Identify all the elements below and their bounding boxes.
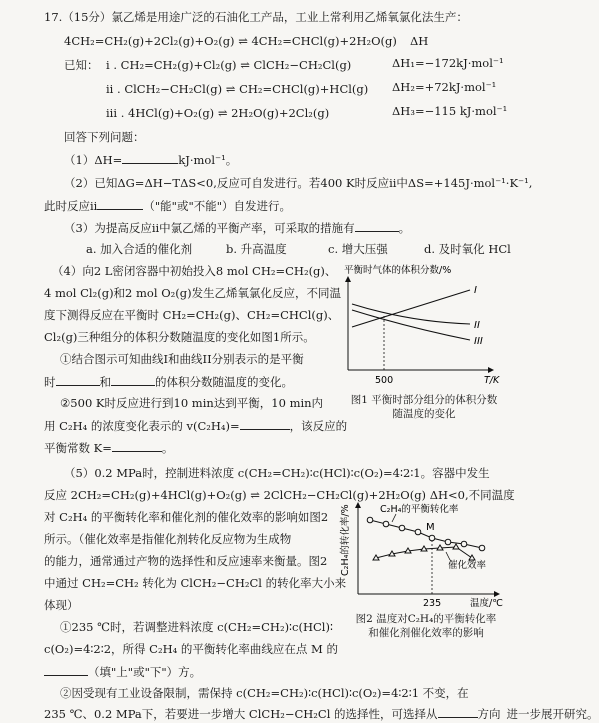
question-header: 17.（15分）氯乙烯是用途广泛的石油化工产品，工业上常利用乙烯氧氯化法生产：	[44, 10, 468, 24]
q5-line5: 的能力，通常通过产物的选择性和反应速率来衡量。图2	[44, 554, 328, 568]
figure-2-chart	[336, 500, 516, 610]
fig2-xlabel: 温度/℃	[470, 598, 503, 609]
q4-line5: ①结合图示可知曲线I和曲线II分别表示的是平衡	[60, 352, 304, 366]
q3-answer-blank[interactable]	[355, 220, 399, 232]
q4-1-line	[44, 374, 293, 389]
fig2-label-M: M	[426, 522, 435, 533]
q5-2-line1: ②因受现有工业设备限制，需保持 c(CH₂=CH₂)∶c(HCl)∶c(O₂)=4∶2∶1 不变，在	[60, 686, 469, 700]
q5-line2: 反应 2CH₂=CH₂(g)+4HCl(g)+O₂(g) ⇌ 2ClCH₂−CH₂Cl(g)+2H₂O(g) ΔH<0,不同温度	[44, 488, 515, 502]
fig1-label-II: II	[474, 320, 480, 331]
q4-1-blank-a[interactable]	[56, 374, 100, 386]
equation-i: i . CH₂=CH₂(g)+Cl₂(g) ⇌ ClCH₂−CH₂Cl(g)	[106, 58, 352, 72]
fig2-efficiency-pointer	[446, 552, 450, 560]
q3-option-b: b. 升高温度	[226, 242, 287, 256]
q4-line1: （4）向2 L密闭容器中初始投入8 mol CH₂=CH₂(g)、	[52, 264, 337, 278]
q5-line4: 所示。（催化效率是指催化剂转化反应物为生成物	[44, 532, 292, 546]
known-label: 已知：	[64, 58, 99, 72]
q4-2-suffix: ，该反应的	[289, 419, 348, 433]
q4-1-middle: 和	[99, 375, 111, 389]
q5-1-line1: ①235 ℃时，若调整进料浓度 c(CH₂=CH₂)∶c(HCl)∶	[60, 620, 333, 634]
delta-h-1: ΔH₁=−172kJ·mol⁻¹	[392, 56, 504, 70]
fig2-label-conversion: C₂H₄的平衡转化率	[380, 504, 459, 515]
q5-2-line3: 进一步展开研究。	[506, 707, 599, 721]
q4-2-rate-blank[interactable]	[240, 418, 290, 430]
q5-1-line3	[44, 664, 201, 679]
q2-answer-blank[interactable]	[97, 198, 143, 210]
fig2-ylabel: C₂H₄的转化率/%	[340, 504, 351, 576]
q4-2-prefix: 用 C₂H₄ 的浓度变化表示的 v(C₂H₄)=	[44, 419, 240, 433]
figure-1-chart	[330, 262, 515, 390]
q1-answer-blank[interactable]	[122, 152, 178, 164]
fig2-x-tick-235: 235	[423, 598, 442, 609]
q5-line1: （5）0.2 MPa时，控制进料浓度 c(CH₂=CH₂)∶c(HCl)∶c(O₂)=4∶2∶1。容器中发生	[64, 466, 490, 480]
q3-option-a: a. 加入合适的催化剂	[86, 242, 193, 256]
q4-line3: 度下测得反应在平衡时 CH₂=CH₂(g)、CH₂=CHCl(g)、	[44, 308, 340, 322]
fig2-efficiency-points	[373, 544, 475, 560]
delta-h-3: ΔH₃=−115 kJ·mol⁻¹	[392, 104, 508, 118]
q1-suffix: kJ·mol⁻¹。	[178, 153, 238, 167]
q5-2-line2	[44, 706, 599, 721]
fig1-y-arrow	[345, 276, 351, 282]
q4-2-k-prefix: 平衡常数 K=	[44, 441, 112, 455]
fig1-x-tick-500: 500	[375, 375, 394, 386]
fig1-x-arrow	[488, 367, 494, 373]
delta-h-2: ΔH₂=+72kJ·mol⁻¹	[392, 80, 497, 94]
equation-iii: iii . 4HCl(g)+O₂(g) ⇌ 2H₂O(g)+2Cl₂(g)	[106, 106, 330, 120]
q5-line3: 对 C₂H₄ 的平衡转化率和催化剂的催化效率的影响如图2	[44, 510, 329, 524]
q5-2-blank[interactable]	[438, 706, 478, 718]
q3-option-c: c. 增大压强	[328, 242, 388, 256]
q4-line4: Cl₂(g)三种组分的体积分数随温度的变化如图1所示。	[44, 330, 315, 344]
fig2-caption-line2: 和催化剂催化效率的影响	[368, 627, 484, 639]
q5-2-prefix: 235 ℃、0.2 MPa下，若要进一步增大 ClCH₂−CH₂Cl 的选择性，可选择从	[44, 707, 438, 721]
fig1-label-III: III	[474, 336, 483, 347]
fig2-caption-line1: 图2 温度对C₂H₄的平衡转化率	[355, 613, 497, 625]
fig1-curve-3	[352, 310, 470, 340]
q3-option-d: d. 及时氧化 HCl	[424, 242, 511, 256]
q4-2-k-blank[interactable]	[112, 440, 162, 452]
fig1-caption-line1: 图1 平衡时部分组分的体积分数	[350, 394, 498, 406]
q2-line2	[44, 198, 291, 213]
fig2-x-arrow	[494, 591, 500, 597]
main-delta-h: ΔH	[410, 34, 429, 48]
q3-prefix: （3）为提高反应ii中氯乙烯的平衡产率，可采取的措施有	[64, 221, 355, 235]
fig2-y-arrow	[355, 502, 361, 508]
q4-2-line3	[44, 440, 173, 455]
fig2-conversion-pointer	[392, 514, 396, 522]
q4-2-line1: ②500 K时反应进行到10 min达到平衡，10 min内	[60, 396, 324, 410]
q1	[64, 152, 237, 167]
fig1-label-I: I	[474, 285, 477, 296]
fig1-xlabel: T/K	[484, 375, 500, 386]
q4-line2: 4 mol Cl₂(g)和2 mol O₂(g)发生乙烯氧氯化反应，不同温	[44, 286, 342, 300]
q1-prefix: （1）ΔH=	[64, 153, 123, 167]
q5-2-suffix: 方向	[477, 707, 501, 721]
fig2-label-efficiency: 催化效率	[448, 560, 487, 571]
q5-1-blank[interactable]	[44, 664, 88, 676]
main-equation: 4CH₂=CH₂(g)+2Cl₂(g)+O₂(g) ⇌ 4CH₂=CHCl(g)+2H₂O(g)	[64, 34, 397, 48]
answer-prompt: 回答下列问题：	[64, 130, 145, 144]
q4-1-suffix: 的体积分数随温度的变化。	[155, 375, 293, 389]
fig1-curve-1	[352, 290, 470, 327]
q4-2-k-suffix: 。	[161, 441, 174, 455]
equation-ii: ii . ClCH₂−CH₂Cl(g) ⇌ CH₂=CHCl(g)+HCl(g)	[106, 82, 369, 96]
q2-prefix: 此时反应ii	[44, 199, 98, 213]
q4-1-blank-b[interactable]	[111, 374, 155, 386]
q4-1-prefix: 时	[44, 375, 56, 389]
q2-line1: （2）已知ΔG=ΔH−TΔS<0,反应可自发进行。若400 K时反应ii中ΔS=+145J·mol⁻¹·K⁻¹,	[64, 176, 533, 190]
q3-suffix: 。	[398, 221, 411, 235]
q2-suffix: （"能"或"不能"）自发进行。	[143, 199, 292, 213]
q3-line1	[64, 220, 410, 235]
q5-1-suffix: （填"上"或"下"）方。	[88, 665, 202, 679]
q5-line7: 体现）	[44, 598, 79, 612]
q5-line6: 中通过 CH₂=CH₂ 转化为 ClCH₂−CH₂Cl 的转化率大小来	[44, 576, 347, 590]
q4-2-line2	[44, 418, 347, 433]
fig1-caption-line2: 随温度的变化	[392, 408, 456, 420]
q5-1-line2: c(O₂)=4∶2∶2，所得 C₂H₄ 的平衡转化率曲线应在点 M 的	[44, 642, 338, 656]
fig1-ylabel: 平衡时气体的体积分数/%	[344, 265, 452, 276]
